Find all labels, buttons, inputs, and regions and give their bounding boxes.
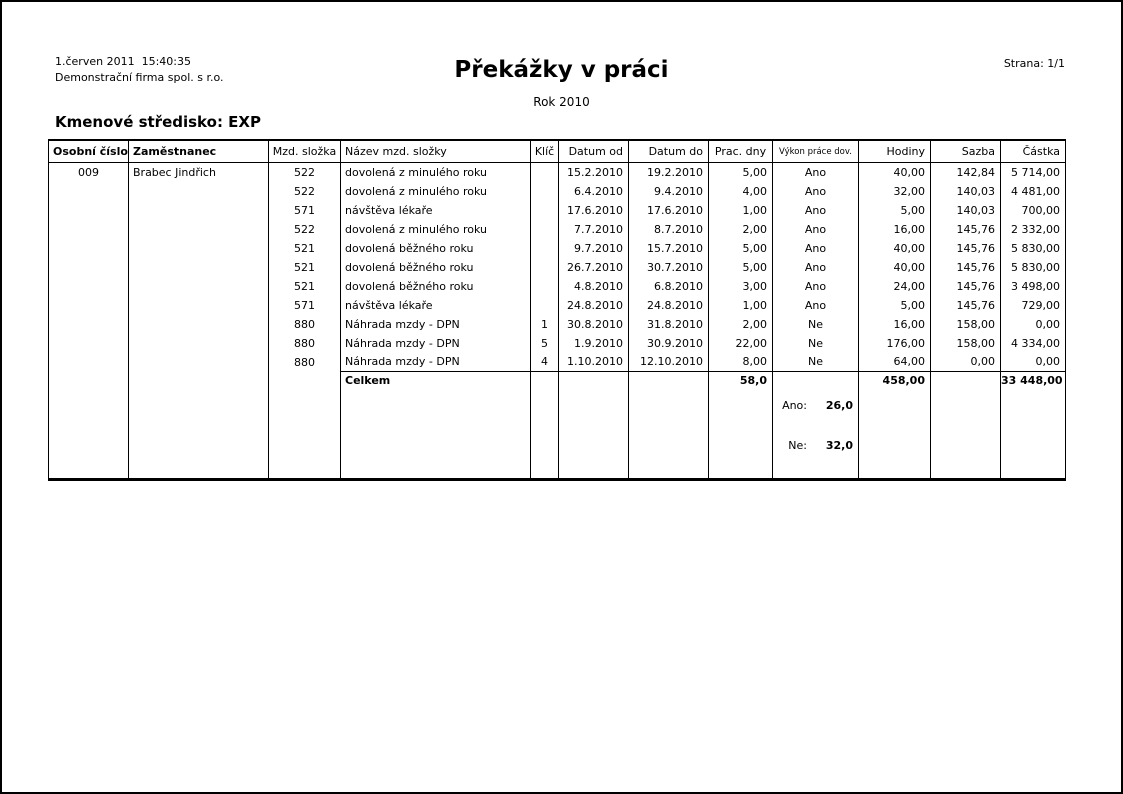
- table-cell: 5,00: [709, 239, 773, 258]
- table-cell: Náhrada mzdy - DPN: [341, 315, 531, 334]
- table-cell: [129, 258, 269, 277]
- page-number: Strana: 1/1: [1003, 57, 1065, 70]
- table-cell: 4: [531, 353, 559, 372]
- table-cell: 145,76: [931, 239, 1001, 258]
- table-cell: 15.2.2010: [559, 163, 629, 182]
- table-cell: 5 830,00: [1001, 258, 1066, 277]
- table-cell: 880: [269, 315, 341, 334]
- table-cell: 009: [49, 163, 129, 182]
- col-header-hodiny: Hodiny: [859, 140, 931, 163]
- table-cell: 700,00: [1001, 201, 1066, 220]
- table-cell: 12.10.2010: [629, 353, 709, 372]
- table-row: [49, 315, 1066, 334]
- table-cell: 4,00: [709, 182, 773, 201]
- table-cell: 26.7.2010: [559, 258, 629, 277]
- table-cell: [531, 201, 559, 220]
- table-cell: Náhrada mzdy - DPN: [341, 353, 531, 372]
- table-cell: Ano: [773, 163, 859, 182]
- table-cell: 9.4.2010: [629, 182, 709, 201]
- table-cell: Ne: [773, 315, 859, 334]
- table-cell: [49, 182, 129, 201]
- table-cell: 5 830,00: [1001, 239, 1066, 258]
- header-row: [49, 140, 1066, 163]
- table-cell: 158,00: [931, 315, 1001, 334]
- table-cell: 6.8.2010: [629, 277, 709, 296]
- table-cell: 0,00: [931, 353, 1001, 372]
- table-cell: [129, 182, 269, 201]
- table-cell: 0,00: [1001, 353, 1066, 372]
- table-body: [49, 163, 1066, 372]
- table-cell: 32,00: [859, 182, 931, 201]
- table-row: [49, 163, 1066, 182]
- col-header-datum-do: Datum do: [629, 140, 709, 163]
- table-cell: [531, 182, 559, 201]
- table-cell: 19.2.2010: [629, 163, 709, 182]
- table-cell: 1.9.2010: [559, 334, 629, 353]
- table-cell: 880: [269, 353, 341, 372]
- table-cell: 521: [269, 258, 341, 277]
- table-cell: [129, 296, 269, 315]
- table-cell: 571: [269, 201, 341, 220]
- table-cell: [531, 163, 559, 182]
- table-totals: [49, 372, 1066, 480]
- table-row: [49, 239, 1066, 258]
- table-header: [49, 140, 1066, 163]
- totals-cell-empty: [129, 372, 269, 480]
- table-cell: 145,76: [931, 258, 1001, 277]
- table-cell: Ano: [773, 220, 859, 239]
- table-row: [49, 296, 1066, 315]
- table-cell: návštěva lékaře: [341, 201, 531, 220]
- totals-cell-empty: [269, 372, 341, 480]
- table-cell: 4.8.2010: [559, 277, 629, 296]
- table-cell: [49, 315, 129, 334]
- table-cell: Ano: [773, 182, 859, 201]
- totals-cell-empty: [629, 372, 709, 480]
- table-cell: 0,00: [1001, 315, 1066, 334]
- obstacles-table: [48, 139, 1066, 481]
- table-cell: 2,00: [709, 315, 773, 334]
- table-cell: [49, 201, 129, 220]
- totals-cell-empty: [559, 372, 629, 480]
- table-cell: 176,00: [859, 334, 931, 353]
- table-cell: Ano: [773, 239, 859, 258]
- table-row: [49, 201, 1066, 220]
- col-header-datum-od: Datum od: [559, 140, 629, 163]
- table-cell: [531, 239, 559, 258]
- table-row: [49, 277, 1066, 296]
- table-cell: 571: [269, 296, 341, 315]
- table-cell: dovolená z minulého roku: [341, 220, 531, 239]
- company-name: Demonstrační firma spol. s r.o.: [55, 71, 224, 84]
- col-header-nazev: Název mzd. složky: [341, 140, 531, 163]
- table-cell: 1,00: [709, 201, 773, 220]
- table-cell: 7.7.2010: [559, 220, 629, 239]
- table-cell: [129, 239, 269, 258]
- table-cell: 24.8.2010: [629, 296, 709, 315]
- table-cell: 1: [531, 315, 559, 334]
- table-cell: 145,76: [931, 296, 1001, 315]
- table-cell: 145,76: [931, 220, 1001, 239]
- table-cell: [49, 258, 129, 277]
- table-cell: dovolená běžného roku: [341, 258, 531, 277]
- col-header-osobni-cislo: Osobní číslo: [49, 140, 129, 163]
- table-cell: 16,00: [859, 315, 931, 334]
- col-header-zamestnanec: Zaměstnanec: [129, 140, 269, 163]
- table-cell: 522: [269, 182, 341, 201]
- table-cell: 40,00: [859, 258, 931, 277]
- table-cell: dovolená z minulého roku: [341, 182, 531, 201]
- table-cell: 5,00: [859, 296, 931, 315]
- report-subtitle: Rok 2010: [533, 95, 590, 109]
- print-datetime: 1.červen 2011 15:40:35: [55, 55, 191, 68]
- table-cell: 31.8.2010: [629, 315, 709, 334]
- table-cell: 880: [269, 334, 341, 353]
- col-header-mzd-slozka: Mzd. složka: [269, 140, 341, 163]
- totals-ne-label: Ne:: [788, 439, 807, 452]
- table-cell: 64,00: [859, 353, 931, 372]
- table-cell: Ano: [773, 296, 859, 315]
- table-cell: 140,03: [931, 201, 1001, 220]
- table-cell: [49, 220, 129, 239]
- table-row: [49, 334, 1066, 353]
- table-cell: Náhrada mzdy - DPN: [341, 334, 531, 353]
- table-cell: [129, 334, 269, 353]
- table-cell: Brabec Jindřich: [129, 163, 269, 182]
- totals-cell-empty: [931, 372, 1001, 480]
- table-cell: 4 481,00: [1001, 182, 1066, 201]
- table-cell: 40,00: [859, 239, 931, 258]
- totals-ne-value: 32,0: [825, 439, 853, 452]
- report-title: Překážky v práci: [454, 57, 669, 83]
- table-cell: 158,00: [931, 334, 1001, 353]
- table-cell: 40,00: [859, 163, 931, 182]
- table-cell: 521: [269, 239, 341, 258]
- table-cell: 1,00: [709, 296, 773, 315]
- table-cell: Ne: [773, 353, 859, 372]
- table-cell: 9.7.2010: [559, 239, 629, 258]
- table-row: [49, 182, 1066, 201]
- table-cell: 5,00: [859, 201, 931, 220]
- totals-cell-empty: [531, 372, 559, 480]
- table-cell: 30.8.2010: [559, 315, 629, 334]
- totals-vykon-cell: [773, 372, 859, 480]
- table-cell: dovolená běžného roku: [341, 239, 531, 258]
- totals-ne-row: [773, 439, 858, 452]
- table-cell: 522: [269, 163, 341, 182]
- table-cell: 2,00: [709, 220, 773, 239]
- table-cell: Ano: [773, 258, 859, 277]
- table-cell: návštěva lékaře: [341, 296, 531, 315]
- table-cell: 521: [269, 277, 341, 296]
- table-row: [49, 258, 1066, 277]
- totals-castka: 33 448,00: [1001, 372, 1066, 480]
- table-cell: Ne: [773, 334, 859, 353]
- table-cell: [49, 296, 129, 315]
- table-cell: dovolená z minulého roku: [341, 163, 531, 182]
- col-header-vykon-prace: Výkon práce dov.: [773, 140, 859, 163]
- table-cell: 8,00: [709, 353, 773, 372]
- col-header-prac-dny: Prac. dny: [709, 140, 773, 163]
- table-cell: 24,00: [859, 277, 931, 296]
- table-cell: 30.9.2010: [629, 334, 709, 353]
- table-cell: 30.7.2010: [629, 258, 709, 277]
- table-cell: [49, 239, 129, 258]
- table-row: [49, 220, 1066, 239]
- table-cell: [531, 277, 559, 296]
- table-cell: 5,00: [709, 258, 773, 277]
- table-cell: 2 332,00: [1001, 220, 1066, 239]
- table-cell: Ano: [773, 201, 859, 220]
- table-cell: 22,00: [709, 334, 773, 353]
- table-cell: 3 498,00: [1001, 277, 1066, 296]
- totals-ano-value: 26,0: [825, 399, 853, 412]
- table-cell: 142,84: [931, 163, 1001, 182]
- table-cell: 17.6.2010: [559, 201, 629, 220]
- cost-center-heading: Kmenové středisko: EXP: [55, 113, 261, 131]
- table-cell: [129, 201, 269, 220]
- table-cell: 15.7.2010: [629, 239, 709, 258]
- table-cell: 729,00: [1001, 296, 1066, 315]
- table-cell: 5 714,00: [1001, 163, 1066, 182]
- totals-row: [49, 372, 1066, 480]
- table-cell: [129, 277, 269, 296]
- table-cell: [129, 220, 269, 239]
- table-cell: 140,03: [931, 182, 1001, 201]
- table-cell: 17.6.2010: [629, 201, 709, 220]
- totals-ano-label: Ano:: [782, 399, 807, 412]
- table-cell: 5,00: [709, 163, 773, 182]
- col-header-klic: Klíč: [531, 140, 559, 163]
- table-cell: 5: [531, 334, 559, 353]
- table-cell: [129, 315, 269, 334]
- table-row: [49, 353, 1066, 372]
- totals-hodiny: 458,00: [859, 372, 931, 480]
- col-header-sazba: Sazba: [931, 140, 1001, 163]
- col-header-castka: Částka: [1001, 140, 1066, 163]
- totals-ano-row: [773, 399, 858, 412]
- totals-cell-empty: [49, 372, 129, 480]
- table-cell: dovolená běžného roku: [341, 277, 531, 296]
- totals-label: Celkem: [341, 372, 531, 480]
- table-cell: 16,00: [859, 220, 931, 239]
- table-cell: [531, 258, 559, 277]
- totals-prac-dny: 58,0: [709, 372, 773, 480]
- table-cell: 1.10.2010: [559, 353, 629, 372]
- table-cell: [129, 353, 269, 372]
- table-cell: 8.7.2010: [629, 220, 709, 239]
- table-cell: [49, 334, 129, 353]
- table-cell: 6.4.2010: [559, 182, 629, 201]
- table-cell: Ano: [773, 277, 859, 296]
- table-cell: [531, 296, 559, 315]
- table-cell: 24.8.2010: [559, 296, 629, 315]
- table-cell: [531, 220, 559, 239]
- table-cell: [49, 277, 129, 296]
- table-cell: 145,76: [931, 277, 1001, 296]
- table-cell: 522: [269, 220, 341, 239]
- table-cell: [49, 353, 129, 372]
- table-cell: 3,00: [709, 277, 773, 296]
- table-cell: 4 334,00: [1001, 334, 1066, 353]
